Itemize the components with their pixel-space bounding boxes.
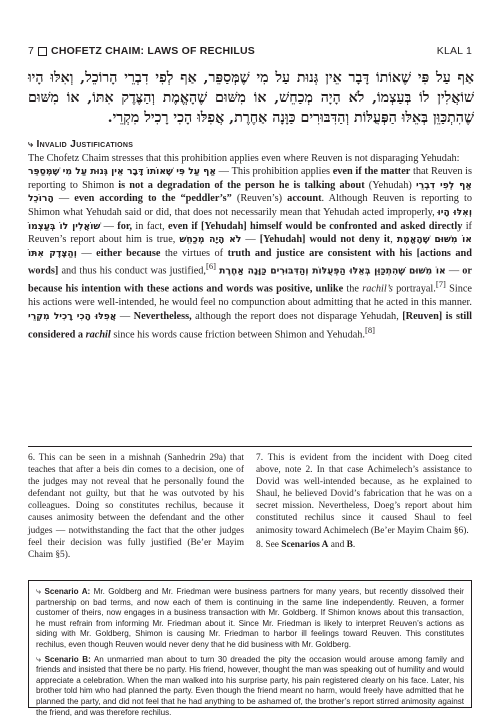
bold-run: even if [Yehudah] himself would be confronted and asked directly [168,220,463,232]
scenario-box [28,580,472,717]
hebrew-phrase: וְאִלּוּ הָיוּ שׁוֹאֲלִין לוֹ בְּעַצְמוֹ [28,206,472,232]
scenario-b [36,654,464,718]
bold-run: truth and justice are consistent with his [actions and words] [28,247,473,277]
footnote-divider [28,446,472,447]
footnote-column-left [28,452,244,563]
hebrew-phrase: אוֹ מִשּׁוּם שֶׁהִתְכַּוֵּן בְּאֵלּוּ הַפְּעֻלּוֹת וְהַדִּבּוּרִים כַּוָּנָה אַחֶרֶת [219,265,446,277]
text-run: (Yehudah) [364,179,416,191]
bold-run: either because [96,247,161,259]
text-run: the virtues of [160,247,228,259]
bold-run: [Reuven] is still considered a [28,310,472,340]
leaf-arrow-icon: ⤷ [36,653,42,664]
text-run: 8. See [256,539,282,550]
text-run: — [445,265,463,277]
hebrew-phrase: אֲפִלּוּ הָכִי רָכִיל מִקְרֵי [28,310,117,322]
bold-run: or because his intention with these actions and words was positive, unlike [28,265,472,295]
klal-label: KLAL 1 [436,45,472,57]
text-run: and [328,539,347,550]
bold-run: account [287,193,322,205]
hebrew-phrase: אַף לְפִי דִבְרֵי הָרוֹכֵל [28,179,472,205]
text-run: — [241,234,260,246]
bold-run: even if the matter [332,166,411,178]
footnote-column-right [256,452,472,563]
leaf-arrow-icon: ⤷ [36,586,42,596]
scenario-b-label: Scenario B: [44,654,91,664]
text-run: portrayal. [392,283,436,295]
hebrew-phrase: לֹא הָיָה מְכַחֵשׁ [179,234,242,246]
invalid-justifications-section [28,138,472,342]
text-run: (Reuven’s) [231,193,288,205]
bold-run: Nevertheless, [133,310,192,322]
text-run: — [116,310,134,322]
section-body [28,165,472,341]
bold-run: [Yehudah] would not deny it [259,234,391,246]
page-number: 7 [28,45,35,57]
footnote-ref: [8] [365,324,376,335]
section-heading [28,138,472,152]
scenario-a-text: Mr. Goldberg and Mr. Friedman were business partners for many years, but recently dissolved their partnership on bad terms, and now each of them is continuing in the same line independently. Reuven, a former customer of theirs, now engages in a business transaction with Mr. Goldberg. If Shimon knows about this transaction, he must refrain from informing Mr. Friedman about it. Since Mr. Friedman is likely to interpret Reuven’s actions as siding with Mr. Goldberg, Shimon is causing Mr. Friedman to harbor ill feelings toward Reuven. This constitutes rechilus, even though Reuven would never deny that he did business with Mr. Goldberg. [36,587,464,649]
bold-run: for, [117,220,133,232]
text-run: the [343,283,363,295]
scenario-a [36,586,464,651]
hebrew-main-text: אַף עַל פִּי שֶׁאוֹתוֹ דָּבָר אֵין גְּנוּת עַל מִי שֶׁמְּסַפֵּר, אַף לְפִי דִבְרֵי הָרוֹכֵל, וְאִלּוּ הָיוּ שׁוֹאֲלִין לוֹ בְּעַצְמוֹ, לֹא הָיָה מְכַחֵשׁ, אוֹ מִשּׁוּם שֶׁהָאֱמֶת וְהַצֶּדֶק אִתּוֹ, אוֹ מִשּׁוּם שֶׁהִתְכַּוֵּן בְּאֵלּוּ הַפְּעֻלּוֹת וְהַדִּבּוּרִים כַּוָּנָה אַחֶרֶת, אֲפִלּוּ הָכִי רָכִיל מִקְרֵי. [28,70,474,126]
scenario-a-label: Scenario A: [44,587,91,596]
bold-run: even according to the “peddler’s” [74,193,232,205]
hebrew-phrase: אַף עַל פִּי שֶׁאוֹתוֹ דָּבָר אֵין גְּנוּת עַל מִי שֶׁמְּסַפֵּר [28,166,217,178]
leaf-arrow-icon: ⤷ [28,139,34,149]
italic-bold-run: rachil [85,328,111,340]
text-run: that Reuven is reporting to Shimon [28,166,472,191]
text-run: — [100,220,118,232]
scenario-b-text: An unmarried man about to turn 30 dreaded the pity the occasion would arouse among family and friends and insisted that there be no party. His friend, however, thought the man was speaking out of humility and would appreciate a celebration. When the man walked into his surprise party, his pain registered clearly on his face. Later, his brother told him who had planned the party. Even though the friend meant no harm, would freely have admitted that he planned the party, and did not feel that he had anything to be ashamed of, the brother’s report stirred animosity against the friend, and was therefore rechilus. [36,654,464,717]
hebrew-phrase: אוֹ מִשּׁוּם שֶׁהָאֱמֶת וְהַצֶּדֶק אִתּוֹ [28,234,472,259]
text-run: — [76,247,97,259]
footnotes [28,452,472,563]
section-heading-text: Invalid Justifications [36,139,134,150]
text-run: if Reuven’s report about him is true, [28,220,472,246]
footnote-ref: [7] [435,279,446,290]
text-run: . Although Reuven is reporting to Shimon what Yehudah said or did, that does not necessarily mean that Yehudah acted improperly, [28,193,473,218]
text-run: although the report does not disparage Yehudah, [191,310,403,322]
text-run: and thus his conduct was justified, [58,265,206,277]
running-header [28,44,472,58]
box-icon [38,47,47,56]
text-run: — [53,193,75,205]
text-run: in fact, [132,220,169,232]
header-left [28,44,255,58]
footnote-6: 6. This can be seen in a mishnah (Sanhedrin 29a) that teaches that after a beis din comes to a decision, one of the judges may not reveal that he personally found the defendant not guilty, but that he was outvoted by his colleagues. Doing so constitutes rechilus, because it causes animosity between the defendant and the other judges — notwithstanding the fact that the other judges feel their decision was fully justified (Be’er Mayim Chaim §5). [28,453,244,560]
bold-run: Scenarios A [281,539,329,550]
section-intro: The Chofetz Chaim stresses that this prohibition applies even where Reuven is not disparaging Yehudah: [28,152,460,164]
bold-run: B [346,539,353,550]
bold-run: is not a degradation of the person he is talking about [118,179,365,191]
text-run: Since his actions were well-intended, he would feel no compunction about admitting that he acted in this manner. [28,283,472,309]
footnote-8 [256,539,472,551]
footnote-7: 7. This is evident from the incident with Doeg cited above, note 2. In that case Achimelech’s assistance to Dovid was well-intended because, as he explained to Shaul, he believed Dovid’s fabrication that he was on a secret mission. Nevertheless, Doeg’s report about him constituted rechilus since it caused Shaul to feel animosity toward Achimelech (Be’er Mayim Chaim §6). [256,453,472,536]
text-run: — This prohibition applies [216,166,333,178]
text-run: since his words cause friction between Shimon and Yehudah. [110,328,366,340]
text-run: . [352,539,356,550]
text-run: , [390,234,397,246]
footnote-ref: [6] [206,261,217,272]
book-title: CHOFETZ CHAIM: LAWS OF RECHILUS [51,45,255,57]
italic-run: rachil’s [362,283,393,295]
